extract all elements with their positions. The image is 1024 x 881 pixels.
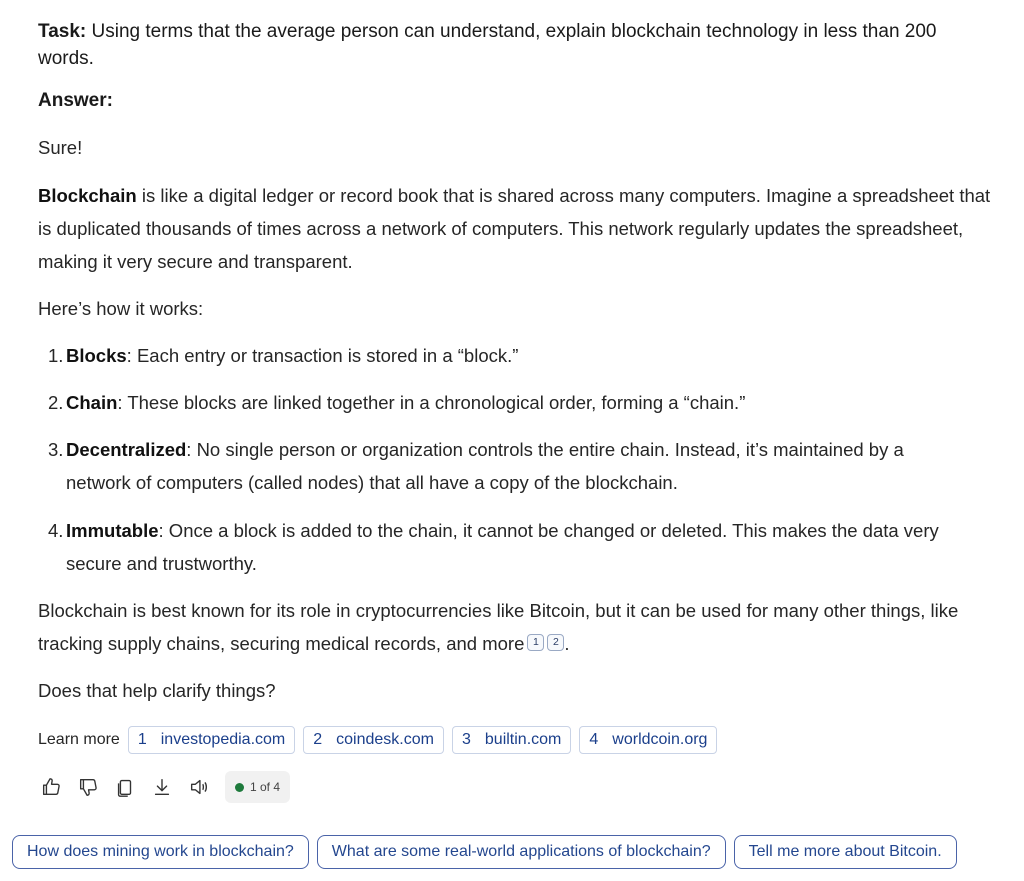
citation-1[interactable]: 1 [527,634,544,651]
source-number: 1 [137,731,147,748]
source-domain: coindesk.com [336,731,434,748]
citation-2[interactable]: 2 [547,634,564,651]
learn-more-label: Learn more [38,731,120,748]
suggestion-chips [12,835,965,869]
learn-more-bar [38,726,725,754]
closing-paragraph [38,594,998,660]
closing-period: . [564,633,570,654]
copy-icon[interactable] [112,774,138,800]
status-dot [235,783,244,792]
list-text: : No single person or organization controls the entire chain. Instead, it’s maintained by a network of computers (called nodes) that all have a copy of the blockchain. [66,439,904,493]
task-label: Task: [38,21,87,42]
suggestion-mining[interactable]: How does mining work in blockchain? [12,835,309,869]
response-actions [38,770,290,804]
greeting: Sure! [38,137,83,158]
response-pager [225,771,290,803]
intro-paragraph [38,179,998,278]
answer-heading: Answer: [38,90,113,111]
thumbs-up-icon[interactable] [38,774,64,800]
list-number: 3. [48,439,64,460]
list-item [48,514,968,574]
source-link-worldcoin[interactable] [579,726,717,754]
list-item [48,433,968,493]
source-number: 4 [589,731,599,748]
source-link-builtin[interactable] [452,726,571,754]
list-text: : Once a block is added to the chain, it cannot be changed or deleted. This makes the data very secure and trustworthy. [66,520,939,574]
pager-text: 1 of 4 [250,780,281,794]
task-text: Using terms that the average person can understand, explain blockchain technology in less than 200 words. [38,21,937,69]
speaker-icon[interactable] [186,774,212,800]
source-number: 3 [461,731,471,748]
list-term: Immutable [66,520,159,541]
download-icon[interactable] [149,774,175,800]
source-domain: worldcoin.org [612,731,708,748]
how-it-works: Here’s how it works: [38,298,204,319]
list-number: 2. [48,392,64,413]
follow-up-question: Does that help clarify things? [38,680,276,701]
source-link-investopedia[interactable] [128,726,295,754]
source-number: 2 [313,731,323,748]
list-term: Chain [66,392,118,413]
list-text: : Each entry or transaction is stored in a “block.” [126,345,519,366]
list-text: : These blocks are linked together in a chronological order, forming a “chain.” [117,392,746,413]
list-number: 4. [48,520,64,541]
source-domain: investopedia.com [160,731,286,748]
suggestion-applications[interactable]: What are some real-world applications of blockchain? [317,835,726,869]
source-link-coindesk[interactable] [303,726,444,754]
source-domain: builtin.com [484,731,562,748]
suggestion-bitcoin[interactable]: Tell me more about Bitcoin. [734,835,957,869]
task-prompt [38,18,938,72]
intro-text: is like a digital ledger or record book that is shared across many computers. Imagine a spreadsheet that is duplicated thousands of times across a network of computers. This network regularly updates the spreadsheet, making it very secure and transparent. [38,185,991,272]
thumbs-down-icon[interactable] [75,774,101,800]
list-number: 1. [48,345,64,366]
list-item [48,386,968,419]
closing-text: Blockchain is best known for its role in cryptocurrencies like Bitcoin, but it can be used for many other things, like tracking supply chains, securing medical records, and more [38,600,959,654]
intro-term: Blockchain [38,185,137,206]
list-item [48,339,968,372]
list-term: Blocks [66,345,127,366]
list-term: Decentralized [66,439,187,460]
